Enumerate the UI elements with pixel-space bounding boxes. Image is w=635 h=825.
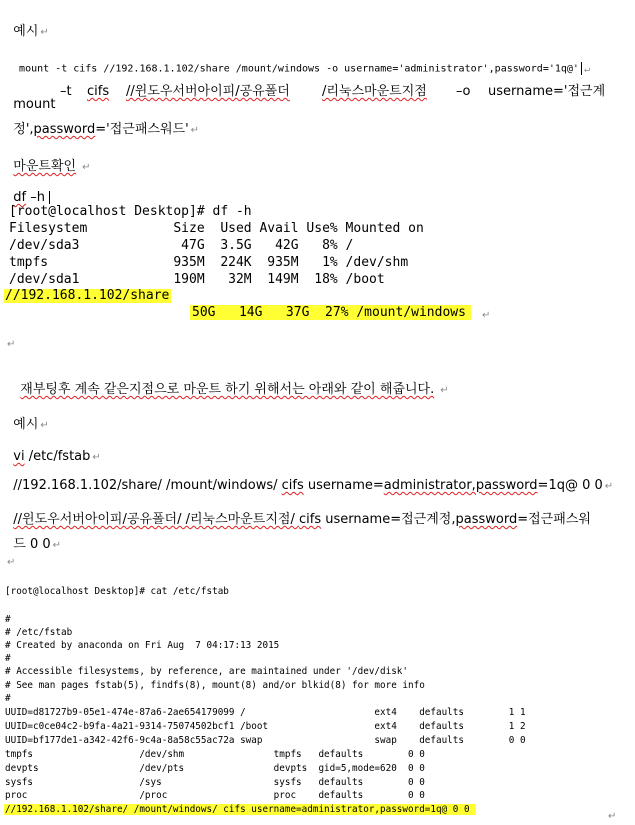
fstab-line: # Accessible filesystems, by reference, are maintained under '/dev/disk' bbox=[5, 666, 408, 677]
fstab-syntax-paths: //윈도우서버아이피/공유폴더/ /리눅스마운트지점/ bbox=[13, 512, 299, 527]
fstab-line: devpts /dev/pts devpts gid=5,mode=620 0 0 bbox=[5, 763, 425, 774]
fstab-line: UUID=c0ce04c2-b9fa-4a21-9314-75074502bcf1 /boot ext4 defaults 1 2 bbox=[5, 721, 526, 732]
fstab-syntax-line2-text: 드 0 0 bbox=[13, 537, 51, 552]
fstab-line: # bbox=[5, 614, 11, 625]
mount-example-command-text: mount -t cifs //192.168.1.102/share /mount/windows -o username='administrator',password='1q@' bbox=[19, 63, 579, 75]
fstab-line: # Created by anaconda on Fri Aug 7 04:17:13 2015 bbox=[5, 640, 280, 651]
reboot-note-text: 재부팅후 계속 같은지점으로 마운트 하기 위해서는 아래와 같이 해줍니다. bbox=[20, 382, 435, 397]
fstab-cifs-line: //192.168.1.102/share/ /mount/windows/ cifs username=administrator,password=1q@ 0 0 bbox=[4, 804, 476, 815]
df-row: /dev/sda1 190M 32M 149M 18% /boot bbox=[9, 272, 385, 287]
df-command bbox=[5, 178, 50, 204]
paragraph-mark: ↵ bbox=[40, 27, 49, 38]
df-share-stats: 50G 14G 37G 27% /mount/windows bbox=[190, 305, 471, 320]
fstab-syntax-password: password bbox=[455, 512, 518, 527]
fstab-line: sysfs /sys sysfs defaults 0 0 bbox=[5, 777, 425, 788]
syntax-line2-pre: 정', bbox=[13, 122, 34, 137]
mount-example-command bbox=[7, 52, 590, 75]
fstab-syntax-line-2 bbox=[5, 525, 61, 551]
syntax-destination: /리눅스마운트지점 bbox=[322, 84, 427, 99]
text-cursor bbox=[49, 191, 50, 204]
paragraph-mark: ↵ bbox=[604, 481, 614, 492]
df-prompt: [root@localhost Desktop]# df -h bbox=[9, 204, 252, 219]
fstab-example-admin: administrator,password bbox=[383, 478, 538, 493]
df-header: Filesystem Size Used Avail Use% Mounted on bbox=[9, 221, 424, 236]
cat-prompt: [root@localhost Desktop]# cat /etc/fstab bbox=[5, 586, 229, 597]
paragraph-mark: ↵ bbox=[40, 420, 49, 431]
fstab-syntax-cifs: cifs bbox=[298, 512, 322, 527]
paragraph-mark: ↵ bbox=[92, 452, 101, 463]
fstab-line: # bbox=[5, 693, 11, 704]
fstab-syntax-line-1 bbox=[5, 500, 591, 526]
syntax-cifs: cifs bbox=[87, 84, 110, 99]
fstab-syntax-user: username=접근계정, bbox=[321, 512, 456, 527]
paragraph-mark: ↵ bbox=[7, 339, 16, 350]
vi-command bbox=[5, 437, 101, 463]
paragraph-mark: ↵ bbox=[440, 385, 449, 396]
fstab-line: # bbox=[5, 653, 11, 664]
syntax-source: //윈도우서버아이피/공유폴더 bbox=[126, 84, 290, 99]
paragraph-mark: ↵ bbox=[583, 63, 590, 75]
example-heading-1-text: 예시 bbox=[13, 24, 39, 39]
vi-command-vi: vi bbox=[13, 449, 25, 464]
vi-command-path: /etc/fstab bbox=[24, 449, 91, 464]
reboot-note bbox=[12, 370, 449, 396]
paragraph-mark: ↵ bbox=[608, 811, 617, 822]
mount-check-heading-text: 마운트확인 bbox=[13, 159, 77, 174]
df-share-line: //192.168.1.102/share bbox=[5, 288, 170, 303]
syntax-o-option: –o bbox=[456, 84, 471, 99]
df-row: /dev/sda3 47G 3.5G 42G 8% / bbox=[9, 238, 354, 253]
syntax-line2-post: ='접근패스워드' bbox=[95, 122, 189, 137]
fstab-example-user-label: username= bbox=[303, 478, 384, 493]
df-row: tmpfs 935M 224K 935M 1% /dev/shm bbox=[9, 255, 409, 270]
mount-syntax-line-1 bbox=[5, 85, 55, 111]
example-heading-2 bbox=[5, 405, 49, 431]
fstab-line: tmpfs /dev/shm tmpfs defaults 0 0 bbox=[5, 749, 425, 760]
paragraph-mark: ↵ bbox=[7, 557, 16, 568]
fstab-line: UUID=bf177de1-a342-42f6-9c4a-8a58c55ac72a swap swap defaults 0 0 bbox=[5, 735, 526, 746]
syntax-mount: mount bbox=[13, 97, 56, 112]
paragraph-mark: ↵ bbox=[52, 540, 62, 551]
syntax-line2-password: password bbox=[33, 122, 96, 137]
syntax-username: username='접근계 bbox=[488, 84, 606, 99]
fstab-line: # See man pages fstab(5), findfs(8), mount(8) and/or blkid(8) for more info bbox=[5, 680, 425, 691]
fstab-line: proc /proc proc defaults 0 0 bbox=[5, 790, 425, 801]
mount-syntax-line-2 bbox=[5, 110, 199, 136]
df-command-df: df bbox=[13, 190, 27, 205]
paragraph-mark: ↵ bbox=[190, 125, 200, 136]
fstab-syntax-tail: =접근패스워 bbox=[517, 512, 591, 527]
fstab-example-paths: //192.168.1.102/share/ /mount/windows/ bbox=[13, 478, 282, 493]
paragraph-mark: ↵ bbox=[482, 310, 491, 321]
paragraph-mark: ↵ bbox=[82, 162, 91, 173]
df-command-flag: –h bbox=[26, 190, 45, 205]
fstab-example-cifs: cifs bbox=[281, 478, 304, 493]
fstab-example-tail: =1q@ 0 0 bbox=[537, 478, 603, 493]
example-heading-2-text: 예시 bbox=[13, 417, 39, 432]
syntax-t-option: –t bbox=[60, 84, 72, 99]
example-heading-1 bbox=[5, 12, 49, 38]
fstab-line: # /etc/fstab bbox=[5, 627, 73, 638]
fstab-example-line bbox=[5, 466, 613, 492]
fstab-line: UUID=d81727b9-05e1-474e-87a6-2ae654179099 / ext4 defaults 1 1 bbox=[5, 707, 526, 718]
text-cursor bbox=[581, 62, 582, 75]
mount-check-heading bbox=[5, 147, 90, 173]
